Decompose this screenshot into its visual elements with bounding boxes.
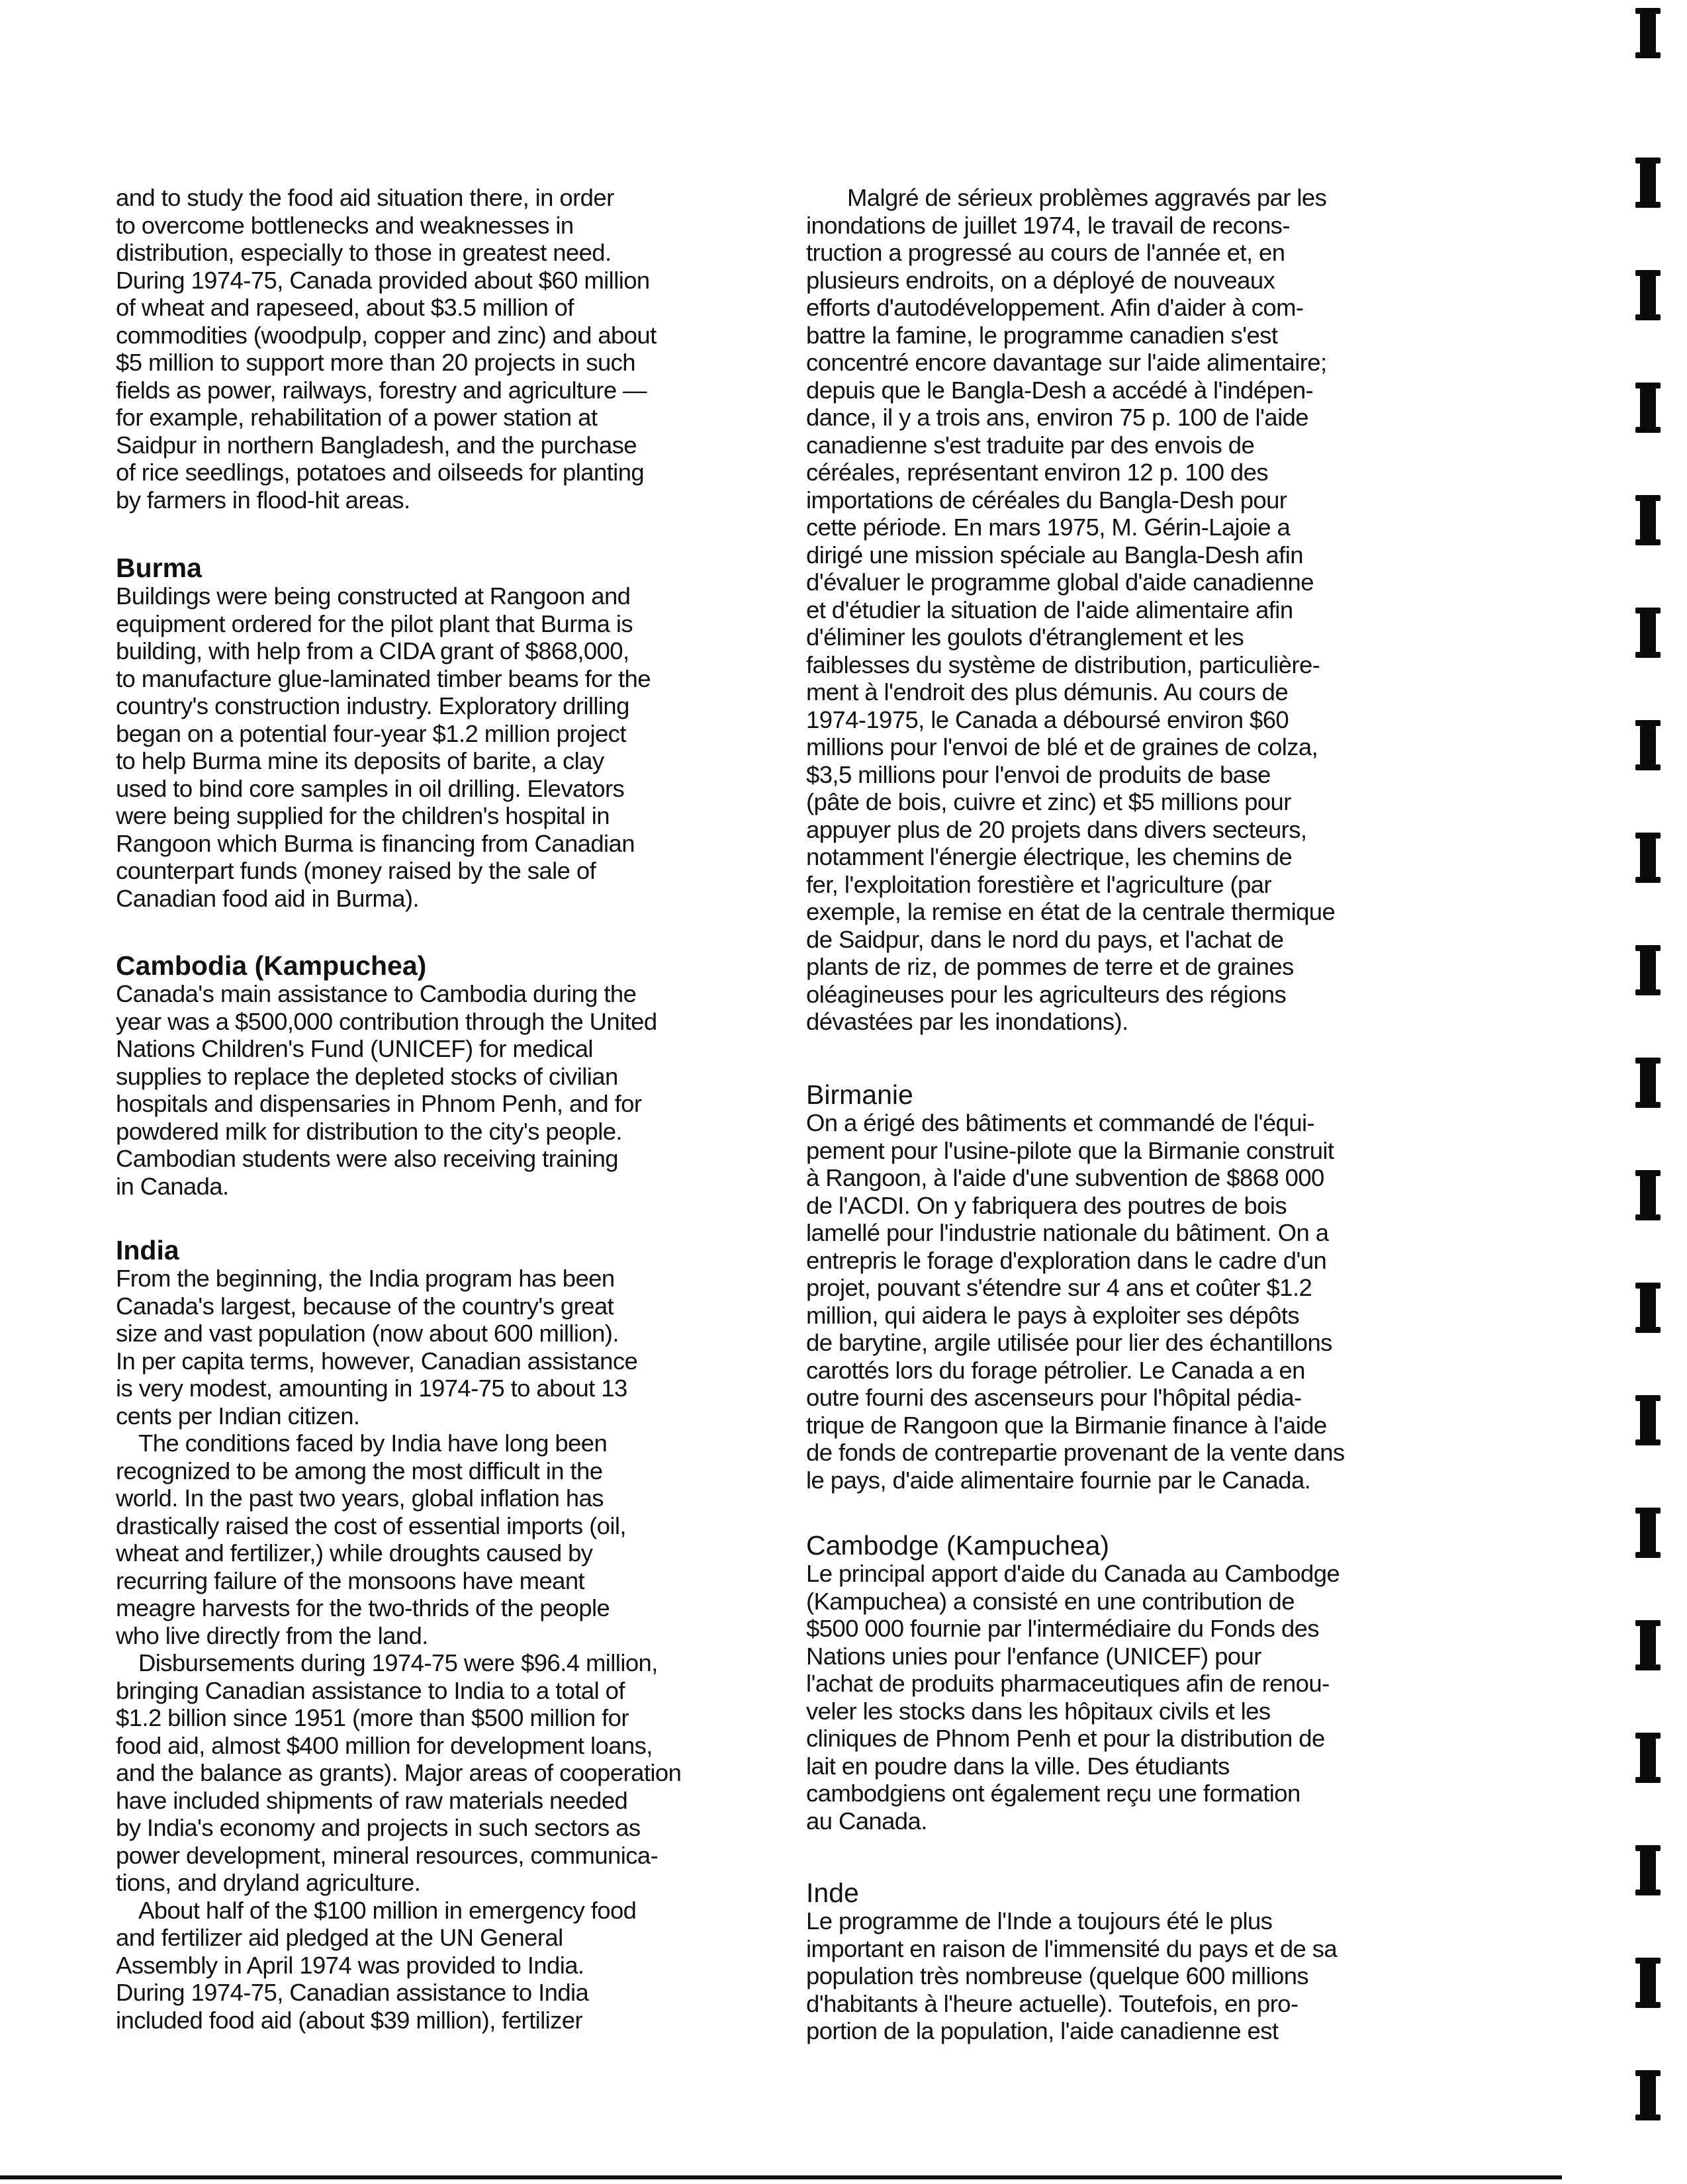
- birmanie-heading: Birmanie: [806, 1079, 913, 1110]
- intro-section: [116, 184, 761, 514]
- cambodge-section: [806, 1531, 1475, 1835]
- binding-mark: [1640, 1845, 1656, 1895]
- binding-mark: [1640, 8, 1656, 58]
- binding-mark: [1640, 1508, 1656, 1558]
- cambodia-heading: Cambodia (Kampuchea): [116, 950, 427, 981]
- cambodia-section: [116, 951, 761, 1200]
- binding-mark: [1640, 495, 1656, 545]
- binding-mark: [1640, 1283, 1656, 1333]
- binding-mark: [1640, 1170, 1656, 1220]
- inde-section: [806, 1878, 1475, 2045]
- cambodia-paragraph: Canada's main assistance to Cambodia during the year was a $500,000 contribution through the United Nations Children's Fund (UNICEF) for medical supplies to replace the depleted stocks of civilian hospitals and dispensaries in Phnom Penh, and for powdered milk for distribution to the city's people. Cambodian students were also receiving training in Canada.: [116, 980, 657, 1200]
- india-paragraph-3: Disbursements during 1974-75 were $96.4 million, bringing Canadian assistance to India to a total of $1.2 billion since 1951 (more than $500 million for food aid, almost $400 million for development loans, and the balance as grants). Major areas of cooperation have included shipments of raw materials needed by India's economy and projects in such sectors as power development, mineral resources, communica- tions, and dryland agriculture.: [116, 1649, 682, 1896]
- birmanie-section: [806, 1080, 1475, 1494]
- binding-mark: [1640, 1395, 1656, 1445]
- binding-mark: [1640, 1620, 1656, 1670]
- binding-mark: [1640, 158, 1656, 208]
- binding-mark: [1640, 833, 1656, 883]
- binding-mark: [1640, 720, 1656, 770]
- binding-mark: [1640, 383, 1656, 433]
- intro-fr-section: [806, 184, 1475, 1036]
- burma-heading: Burma: [116, 553, 202, 583]
- india-heading: India: [116, 1235, 179, 1265]
- binding-mark: [1640, 1958, 1656, 2008]
- intro-fr-paragraph: Malgré de sérieux problèmes aggravés par les inondations de juillet 1974, le travail de recons- truction a progressé au cours de l'année et, en plusieurs endroits, on a déployé de nouveaux efforts d'autodéveloppement. Afin d'aider à com- battre la famine, le programme canadien s'est concentré encore davantage sur l'aide alimentaire; depuis que le Bangla-Desh a accédé à l'indépen- dance, il y a trois ans, environ 75 p. 100 de l'aide canadienne s'est traduite par des envois de céréales, représentant environ 12 p. 100 des importations de céréales du Bangla-Desh pour cette période. En mars 1975, M. Gérin-Lajoie a dirigé une mission spéciale au Bangla-Desh afin d'évaluer le programme global d'aide canadienne et d'étudier la situation de l'aide alimentaire afin d'éliminer les goulots d'étranglement et les faiblesses du système de distribution, particulière- ment à l'endroit des plus démunis. Au cours de 1974-1975, le Canada a déboursé environ $60 millions pour l'envoi de blé et de graines de colza, $3,5 millions pour l'envoi de produits de base (pâte de bois, cuivre et zinc) et $5 millions pour appuyer plus de 20 projets dans divers secteurs, notamment l'énergie électrique, les chemins de fer, l'exploitation forestière et l'agriculture (par exemple, la remise en état de la centrale thermique de Saidpur, dans le nord du pays, et l'achat de plants de riz, de pommes de terre et de graines oléagineuses pour les agriculteurs des régions dévastées par les inondations).: [806, 184, 1336, 1035]
- birmanie-paragraph: On a érigé des bâtiments et commandé de l'équi- pement pour l'usine-pilote que la Birmanie construit à Rangoon, à l'aide d'une subvention de $868 000 de l'ACDI. On y fabriquera des poutres de bois lamellé pour l'industrie nationale du bâtiment. On a entrepris le forage d'exploration dans le cadre d'un projet, pouvant s'étendre sur 4 ans et coûter $1.2 million, qui aidera le pays à exploiter ses dépôts de barytine, argile utilisée pour lier des échantillons carottés lors du forage pétrolier. Le Canada a en outre fourni des ascenseurs pour l'hôpital pédia- trique de Rangoon que la Birmanie finance à l'aide de fonds de contrepartie provenant de la vente dans le pays, d'aide alimentaire fournie par le Canada.: [806, 1109, 1345, 1494]
- india-paragraph-2: The conditions faced by India have long been recognized to be among the most difficult in the world. In the past two years, global inflation has drastically raised the cost of essential imports (oil, wheat and fertilizer,) while droughts caused by recurring failure of the monsoons have meant meagre harvests for the two-thrids of the people who live directly from the land.: [116, 1430, 626, 1649]
- bottom-rule: [0, 2175, 1562, 2179]
- inde-paragraph: Le programme de l'Inde a toujours été le plus important en raison de l'immensité du pays et de sa population très nombreuse (quelque 600 millions d'habitants à l'heure actuelle). Toutefois, en pro- portion de la population, l'aide canadienne est: [806, 1907, 1338, 2044]
- binding-mark: [1640, 1058, 1656, 1108]
- burma-section: [116, 553, 761, 912]
- binding-mark: [1640, 945, 1656, 995]
- india-paragraph-4: About half of the $100 million in emergency food and fertilizer aid pledged at the UN General Assembly in April 1974 was provided to India. During 1974-75, Canadian assistance to India included food aid (about $39 million), fertilizer: [116, 1896, 637, 2034]
- india-paragraph-1: From the beginning, the India program has been Canada's largest, because of the country's great size and vast population (now about 600 million). In per capita terms, however, Canadian assistance is very modest, amounting in 1974-75 to about 13 cents per Indian citizen.: [116, 1265, 638, 1430]
- binding-mark: [1640, 2070, 1656, 2120]
- intro-paragraph: and to study the food aid situation there, in order to overcome bottlenecks and weaknesses in distribution, especially to those in greatest need. During 1974-75, Canada provided about $60 million of wheat and rapeseed, about $3.5 million of commodities (woodpulp, copper and zinc) and about $5 million to support more than 20 projects in such fields as power, railways, forestry and agriculture — for example, rehabilitation of a power station at Saidpur in northern Bangladesh, and the purchase of rice seedlings, potatoes and oilseeds for planting by farmers in flood-hit areas.: [116, 184, 657, 514]
- cambodge-paragraph: Le principal apport d'aide du Canada au Cambodge (Kampuchea) a consisté en une contribution de $500 000 fournie par l'intermédiaire du Fonds des Nations unies pour l'enfance (UNICEF) pour l'achat de produits pharmaceutiques afin de renou- veler les stocks dans les hôpitaux civils et les cliniques de Phnom Penh et pour la distribution de lait en poudre dans la ville. Des étudiants cambodgiens ont également reçu une formation au Canada.: [806, 1560, 1340, 1835]
- cambodge-heading: Cambodge (Kampuchea): [806, 1530, 1110, 1561]
- india-section: [116, 1236, 761, 2034]
- binding-mark: [1640, 608, 1656, 658]
- inde-heading: Inde: [806, 1878, 859, 1908]
- binding-mark: [1640, 1733, 1656, 1783]
- binding-mark: [1640, 270, 1656, 320]
- burma-paragraph: Buildings were being constructed at Rangoon and equipment ordered for the pilot plant that Burma is building, with help from a CIDA grant of $868,000, to manufacture glue-laminated timber beams for the country's construction industry. Exploratory drilling began on a potential four-year $1.2 million project to help Burma mine its deposits of barite, a clay used to bind core samples in oil drilling. Elevators were being supplied for the children's hospital in Rangoon which Burma is financing from Canadian counterpart funds (money raised by the sale of Canadian food aid in Burma).: [116, 582, 651, 912]
